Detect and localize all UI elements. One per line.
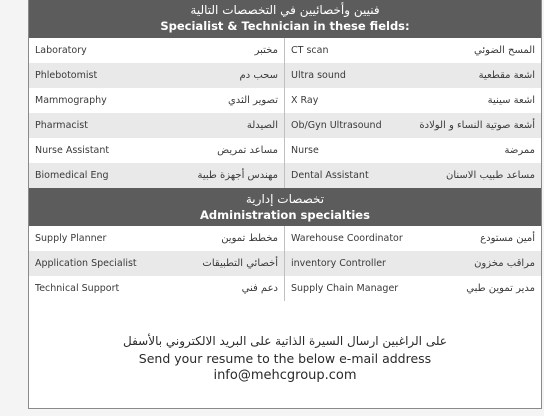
job-title-ar: سحب دم (239, 70, 278, 81)
table-row (29, 38, 541, 63)
job-title-ar: مراقب مخزون (474, 258, 535, 269)
job-ad-panel (28, 0, 542, 409)
administration-header (29, 188, 541, 226)
table-row (29, 226, 541, 251)
job-title-ar: مدير تموين طبي (466, 283, 535, 294)
job-title-en: Dental Assistant (291, 170, 369, 181)
job-title-ar: اشعة سينية (487, 95, 535, 106)
job-title-ar: دعم فني (241, 283, 278, 294)
job-title-en: Nurse (291, 145, 319, 156)
instructions-ar: على الراغبين ارسال السيرة الذاتية على البريد الالكتروني بالأسفل (123, 334, 447, 348)
job-title-ar: مهندس أجهزة طبية (197, 170, 278, 181)
contact-email-link[interactable]: info@mehcgroup.com (213, 368, 357, 383)
table-row (29, 88, 541, 113)
table-cell (285, 138, 541, 163)
job-title-ar: أخصائي التطبيقات (202, 258, 278, 269)
instructions-en: Send your resume to the below e-mail address (138, 351, 432, 366)
table-cell (29, 163, 285, 188)
job-title-en: inventory Controller (291, 258, 386, 269)
table-row (29, 113, 541, 138)
table-cell (29, 276, 285, 301)
job-title-ar: تصوير الثدي (227, 95, 278, 106)
job-title-ar: مختبر (254, 45, 278, 56)
job-title-en: Ob/Gyn Ultrasound (291, 120, 382, 131)
job-title-ar: أمين مستودع (480, 233, 535, 244)
specialists-header (29, 0, 541, 38)
table-row (29, 251, 541, 276)
table-row (29, 163, 541, 188)
table-cell (29, 63, 285, 88)
job-title-en: Mammography (35, 95, 107, 106)
table-cell (29, 251, 285, 276)
table-cell (29, 88, 285, 113)
administration-title-ar: تخصصات إدارية (245, 192, 325, 206)
job-title-en: Nurse Assistant (35, 145, 110, 156)
job-title-ar: مساعد طبيب الاسنان (446, 170, 535, 181)
table-cell (285, 226, 541, 251)
table-row (29, 276, 541, 301)
specialists-table (29, 38, 541, 188)
job-title-en: Application Specialist (35, 258, 137, 269)
job-title-ar: مخطط تموين (221, 233, 278, 244)
job-title-ar: ممرضة (504, 145, 535, 156)
job-title-en: Technical Support (35, 283, 120, 294)
specialists-title-en: Specialist & Technician in these fields: (160, 19, 410, 33)
table-cell (29, 38, 285, 63)
table-cell (285, 113, 541, 138)
administration-title-en: Administration specialties (200, 208, 370, 222)
table-cell (285, 163, 541, 188)
job-title-en: Biomedical Eng (35, 170, 109, 181)
job-title-en: Supply Planner (35, 233, 107, 244)
table-cell (29, 226, 285, 251)
job-title-en: Ultra sound (291, 70, 346, 81)
job-title-ar: الصيدلة (246, 120, 278, 131)
table-cell (285, 251, 541, 276)
table-cell (285, 63, 541, 88)
job-title-en: Pharmacist (35, 120, 88, 131)
specialists-title-ar: فنيين وأخصائيين في التخصصات التالية (190, 3, 380, 17)
table-row (29, 138, 541, 163)
job-title-en: Phlebotomist (35, 70, 98, 81)
job-title-ar: أشعة صوتية النساء و الولادة (419, 120, 535, 131)
job-title-en: CT scan (291, 45, 329, 56)
table-cell (29, 138, 285, 163)
job-title-en: X Ray (291, 95, 319, 106)
table-cell (285, 88, 541, 113)
administration-table (29, 226, 541, 301)
job-title-ar: المسح الضوئي (474, 45, 535, 56)
job-title-ar: مساعد تمريض (217, 145, 278, 156)
table-cell (29, 113, 285, 138)
table-cell (285, 276, 541, 301)
table-cell (285, 38, 541, 63)
job-title-en: Warehouse Coordinator (291, 233, 403, 244)
job-title-en: Laboratory (35, 45, 87, 56)
job-title-en: Supply Chain Manager (291, 283, 399, 294)
job-title-ar: اشعة مقطعية (478, 70, 535, 81)
application-instructions (29, 333, 541, 384)
table-row (29, 63, 541, 88)
